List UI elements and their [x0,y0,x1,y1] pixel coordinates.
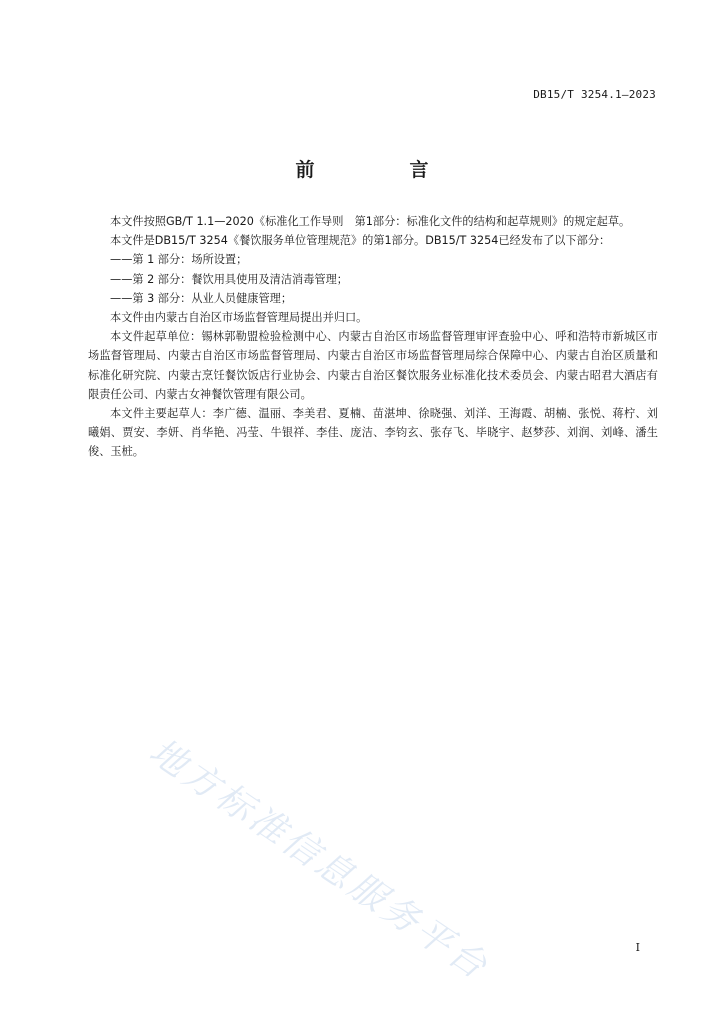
paragraph-proposer: 本文件由内蒙古自治区市场监督管理局提出并归口。 [110,311,368,325]
watermark-text: 地方标准信息服务平台 [141,730,497,989]
list-item-part-2: ——第 2 部分：餐饮用具使用及清洁消毒管理； [110,272,348,286]
paragraph-drafting-units: 本文件起草单位：锡林郭勒盟检验检测中心、内蒙古自治区市场监督管理审评查验中心、呼和浩特市新城区市场监督管理局、内蒙古自治区市场监督管理局、内蒙古自治区市场监督管理局综合保障中心、内蒙古自治区质量和标准化研究院、内蒙古烹饪餐饮饭店行业协会、内蒙古自治区餐饮服务业标准化技术委员会、内蒙古昭君大酒店有限责任公司、内蒙古女神餐饮管理有限公司。 [88,330,658,401]
foreword-body [88,212,658,462]
page-title: 前 言 [295,159,467,181]
paragraph-main-drafters: 本文件主要起草人：李广德、温丽、李美君、夏楠、苗湛坤、徐晓强、刘洋、王海霞、胡楠、张悦、蒋柠、刘曦娟、贾安、李妍、肖华艳、冯莹、牛银祥、李佳、庞洁、李钧玄、张存飞、毕晓宇、赵梦莎、刘润、刘峰、潘生俊、玉桩。 [88,407,658,459]
document-code: DB15/T 3254.1—2023 [533,88,656,101]
paragraph-drafting-rules: 本文件按照GB/T 1.1—2020《标准化工作导则 第1部分：标准化文件的结构和起草规则》的规定起草。 [110,215,631,228]
list-item-part-3: ——第 3 部分：从业人员健康管理； [110,291,293,305]
list-item-part-1: ——第 1 部分：场所设置； [110,253,248,267]
paragraph-parts-intro: 本文件是DB15/T 3254《餐饮服务单位管理规范》的第1部分。DB15/T 3254已经发布了以下部分： [110,234,611,248]
page-number: I [635,941,640,954]
